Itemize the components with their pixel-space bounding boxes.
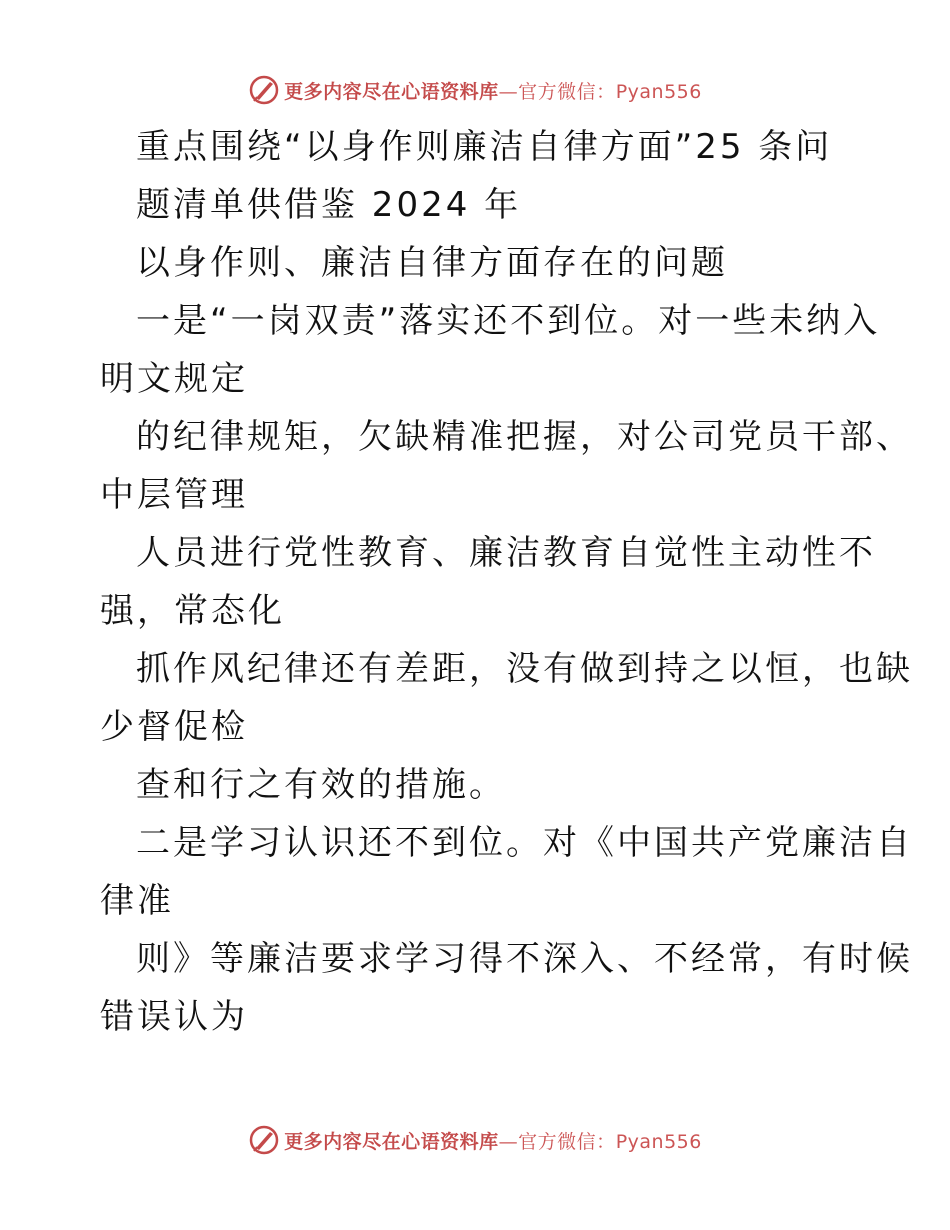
document-line: 中层管理 — [100, 475, 248, 515]
wechat-label: 官方微信： — [518, 80, 616, 103]
quill-pen-circle-icon — [248, 74, 280, 106]
document-line: 抓作风纪律还有差距，没有做到持之以恒，也缺 — [136, 649, 913, 689]
wechat-label: 官方微信： — [518, 1130, 616, 1153]
watermark-text — [284, 77, 702, 104]
footer-watermark — [0, 1120, 950, 1160]
document-line: 人员进行党性教育、廉洁教育自觉性主动性不 — [136, 533, 876, 573]
document-line: 重点围绕“以身作则廉洁自律方面”25 条问 — [136, 127, 833, 167]
watermark-title: 更多内容尽在心语资料库 — [284, 1130, 499, 1153]
document-line: 以身作则、廉洁自律方面存在的问题 — [136, 243, 728, 283]
watermark-text — [284, 1127, 702, 1154]
wechat-id: Pyan556 — [615, 80, 702, 103]
document-line: 二是学习认识还不到位。对《中国共产党廉洁自 — [136, 823, 913, 863]
document-line: 题清单供借鉴 2024 年 — [136, 185, 522, 225]
wechat-id: Pyan556 — [615, 1130, 702, 1153]
document-line: 明文规定 — [100, 359, 248, 399]
document-line: 错误认为 — [100, 997, 248, 1037]
document-body — [100, 118, 913, 1046]
document-line: 的纪律规矩，欠缺精准把握，对公司党员干部、 — [136, 417, 913, 457]
watermark-separator: — — [498, 80, 519, 103]
quill-pen-circle-icon — [248, 1124, 280, 1156]
document-line: 查和行之有效的措施。 — [136, 765, 506, 805]
watermark-separator: — — [498, 1130, 519, 1153]
document-line: 少督促检 — [100, 707, 248, 747]
watermark-title: 更多内容尽在心语资料库 — [284, 80, 499, 103]
document-line: 一是“一岗双责”落实还不到位。对一些未纳入 — [136, 301, 881, 341]
document-line: 律准 — [100, 881, 174, 921]
document-line: 则》等廉洁要求学习得不深入、不经常，有时候 — [136, 939, 913, 979]
document-line: 强，常态化 — [100, 591, 285, 631]
header-watermark — [0, 70, 950, 110]
